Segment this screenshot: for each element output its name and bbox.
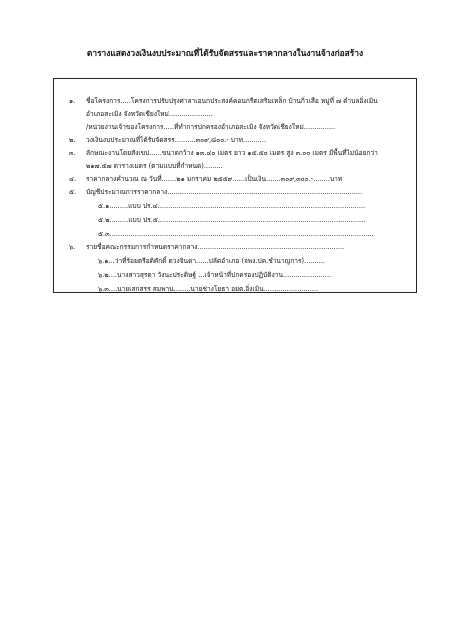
item-5-2: ๕.๒.........แบบ ปร.๕................................................................................................... [98, 216, 366, 224]
item-5-3: ๕.๓.............................................................................................................................. [98, 230, 374, 238]
item-2-budget: วงเงินงบประมาณที่ได้รับจัดสรร..........๓๐๙,๘๐๐.- บาท........... [86, 136, 267, 144]
item-1-project-name: ชื่อโครงการ.....โครงการปรับปรุงศาลาเอนกประสงค์คอนกรีตเสริมเหล็ก บ้านกิ่วเสือ หมู่ที่ ๗ ตำบลอิ่งเมิน [86, 97, 378, 105]
item-5-1: ๕.๑.........แบบ ปร.๔................................................................................................... [98, 202, 366, 210]
item-4-number: ๔. [69, 175, 77, 183]
item-3-area: ๒๑๗.๕๗ ตารางเมตร (ตามแบบที่กำหนด)......... [86, 162, 223, 170]
item-4-median-price: ราคากลางคำนวณ ณ วันที่.......๒๑ มกราคม ๒๕๕๙......เป็นเงิน.......๓๐๙,๓๐๐.-........บาท [86, 175, 343, 183]
item-6-committee: รายชื่อคณะกรรมการกำหนดราคากลาง...................................................................... [86, 243, 345, 251]
item-6-3: ๖.๓....นายเสกสรร สมพาน........นายช่างโยธา อยต.อิ่งเมิน.......................... [98, 285, 319, 293]
item-6-2: ๖.๒....นางสาวสุรดา วังนะประดิษฐ์ ...เจ้าหน้าที่ปกครองปฏิบัติงาน....................... [98, 271, 332, 279]
item-5-number: ๕. [69, 188, 77, 196]
item-6-1: ๖.๑...ว่าที่ร้อยตรีอติศักดิ์ ดวงจินดา......ปลัดอำเภอ (จพง.ปค.ชำนาญการ).......... [98, 257, 326, 265]
item-1-agency: /หน่วยงานเจ้าของโครงการ.....ที่ทำการปกครองอำเภอสะเมิง จังหวัดเชียงใหม่............... [86, 123, 336, 131]
item-5-estimate-list: บัญชีประมาณการราคากลาง............................................................................................. [86, 188, 363, 196]
item-3-description: ลักษณะงานโดยสังเขป......ขนาดกว้าง ๑๓.๔๐ เมตร ยาว ๑๕.๕๐ เมตร สูง ๓.๐๐ เมตร มีพื้นที่ไม่น้อยกว่า [86, 149, 378, 157]
page-title: ตารางแสดงวงเงินงบประมาณที่ได้รับจัดสรรและราคากลางในงานจ้างก่อสร้าง [86, 48, 364, 58]
item-3-number: ๓. [69, 149, 76, 157]
item-6-number: ๖. [69, 243, 76, 251]
item-1-location: อำเภอสะเมิง จังหวัดเชียงใหม่..................... [86, 110, 213, 118]
item-1-number: ๑. [69, 97, 76, 105]
item-2-number: ๒. [69, 136, 76, 144]
